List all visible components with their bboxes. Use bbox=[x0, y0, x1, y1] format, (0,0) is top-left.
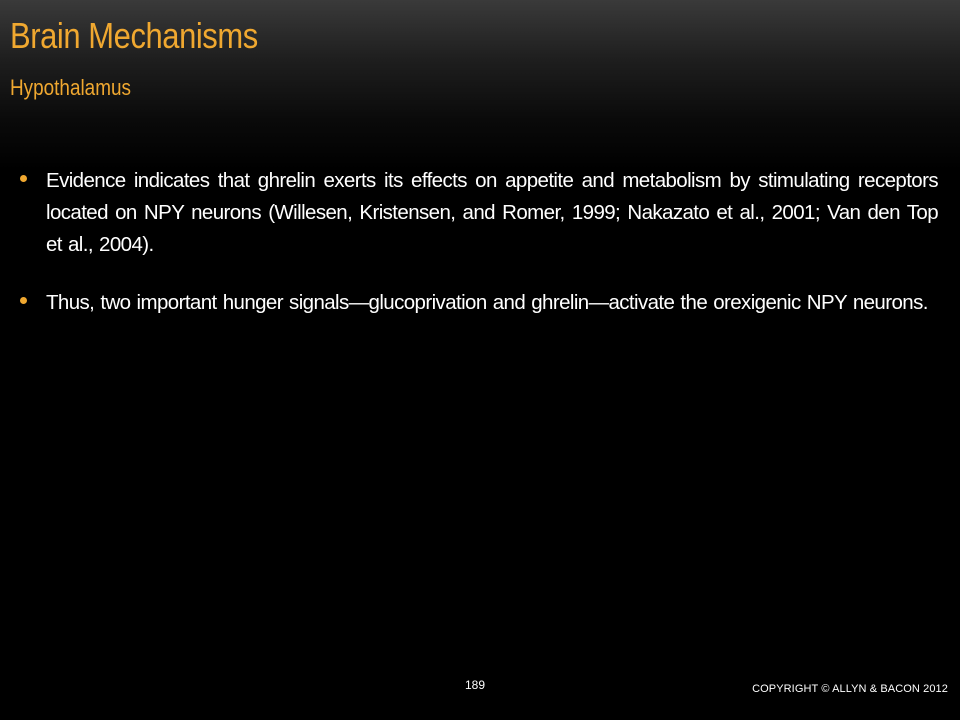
slide-title: Brain Mechanisms bbox=[10, 15, 258, 56]
bullet-item bbox=[20, 165, 938, 261]
bullet-list bbox=[20, 165, 938, 345]
page-number: 189 bbox=[465, 678, 486, 692]
bullet-item bbox=[20, 287, 938, 319]
bullet-text: Thus, two important hunger signals—glucoprivation and ghrelin—activate the orexigenic NPY neurons. bbox=[46, 291, 928, 314]
copyright-notice: COPYRIGHT © ALLYN & BACON 2012 bbox=[752, 683, 948, 695]
bullet-dot-icon bbox=[20, 297, 27, 304]
bullet-dot-icon bbox=[20, 175, 27, 182]
slide-subtitle: Hypothalamus bbox=[10, 75, 131, 100]
bullet-text: Evidence indicates that ghrelin exerts its effects on appetite and metabolism by stimulating receptors located on NPY neurons (Willesen, Kristensen, and Romer, 1999; Nakazato et al., 2001; Van den Top et al., 2004). bbox=[46, 169, 938, 256]
